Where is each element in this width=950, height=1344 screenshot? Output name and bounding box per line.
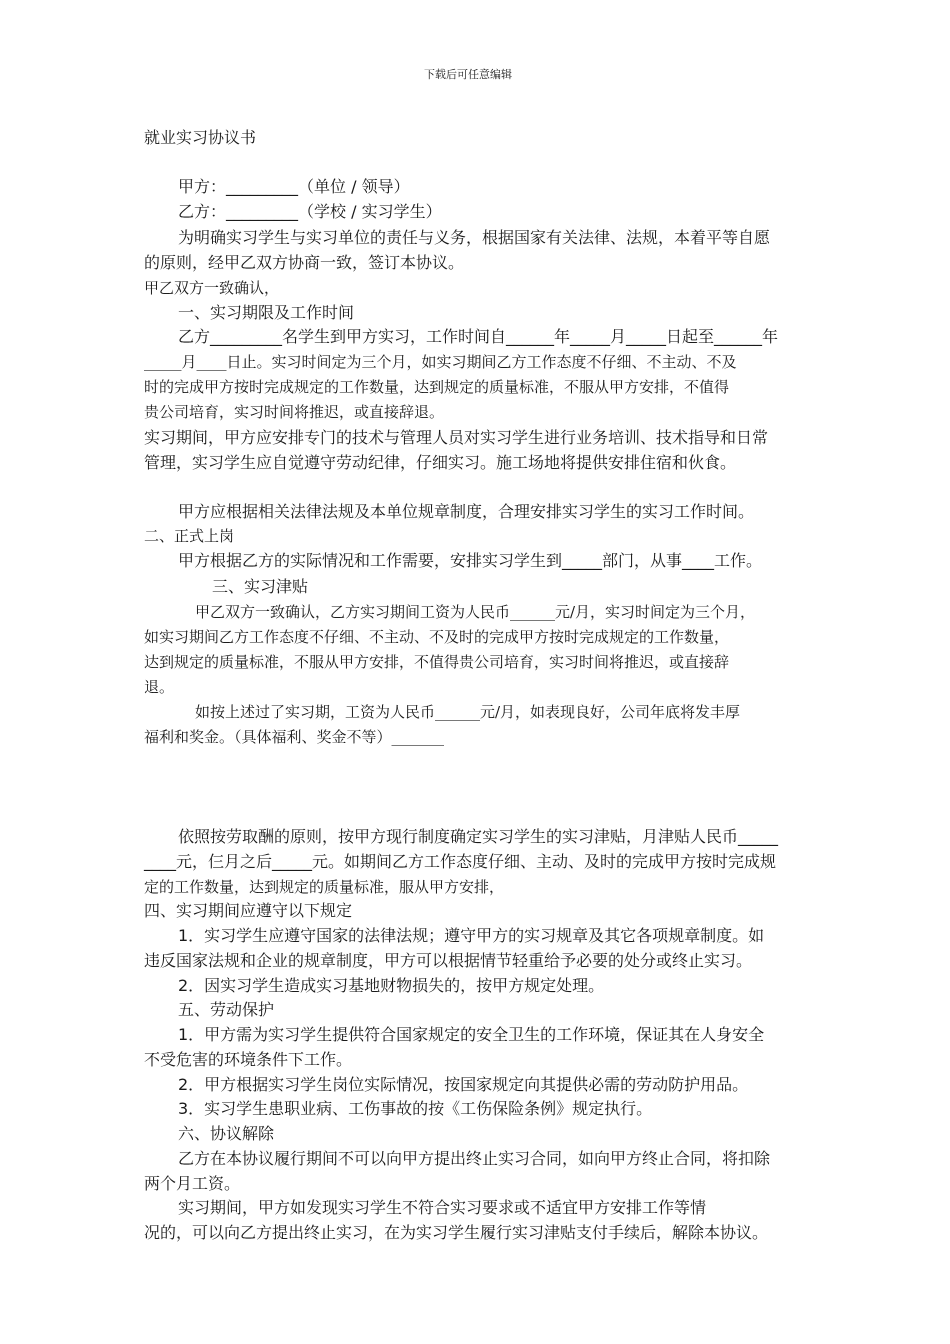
intro-line-1: 为明确实习学生与实习单位的责任与义务，根据国家有关法律、法规，本着平等自愿 <box>178 228 771 247</box>
section-2-heading: 二、正式上岗 <box>144 527 235 545</box>
section-5-line-4: 3．实习学生患职业病、工伤事故的按《工伤保险条例》规定执行。 <box>178 1099 653 1118</box>
section-1-heading: 一、实习期限及工作时间 <box>178 303 355 322</box>
section-1-line-1: 乙方_________名学生到甲方实习，工作时间自______年_____月_____日起至______年 <box>178 327 779 346</box>
section-1-line-3: 时的完成甲方按时完成规定的工作数量，达到规定的质量标准，不服从甲方安排，不值得 <box>144 378 730 396</box>
section-5-heading: 五、劳动保护 <box>178 1000 275 1019</box>
allowance-line-1: 依照按劳取酬的原则，按甲方现行制度确定实习学生的实习津贴，月津贴人民币_____ <box>178 827 779 846</box>
section-3-line-3: 达到规定的质量标准，不服从甲方安排，不值得贵公司培育，实习时间将推迟，或直接辞 <box>144 653 730 671</box>
section-3-line-6: 福利和奖金。（具体福利、奖金不等）_______ <box>144 728 445 746</box>
section-1-line-6: 管理，实习学生应自觉遵守劳动纪律，仔细实习。施工场地将提供安排住宿和伙食。 <box>144 453 737 472</box>
section-5-line-2: 不受危害的环境条件下工作。 <box>144 1050 353 1069</box>
section-1-line-7: 甲方应根据相关法律法规及本单位规章制度，合理安排实习学生的实习工作时间。 <box>178 502 755 521</box>
section-6-line-4: 况的，可以向乙方提出终止实习，在为实习学生履行实习津贴支付手续后，解除本协议。 <box>144 1223 769 1242</box>
section-4-heading: 四、实习期间应遵守以下规定 <box>144 901 353 920</box>
section-3-line-5: 如按上述过了实习期，工资为人民币______元/月，如表现良好，公司年底将发丰厚 <box>195 703 741 721</box>
section-6-line-3: 实习期间，甲方如发现实习学生不符合实习要求或不适宜甲方安排工作等情 <box>178 1198 707 1217</box>
section-6-heading: 六、协议解除 <box>178 1124 275 1143</box>
section-4-line-3: 2．因实习学生造成实习基地财物损失的，按甲方规定处理。 <box>178 976 605 995</box>
section-6-line-2: 两个月工资。 <box>144 1174 241 1193</box>
section-5-line-1: 1．甲方需为实习学生提供符合国家规定的安全卫生的工作环境，保证其在人身安全 <box>178 1025 765 1044</box>
section-4-line-1: 1．实习学生应遵守国家的法律法规；遵守甲方的实习规章及其它各项规章制度。如 <box>178 926 765 945</box>
intro-line-2: 的原则，经甲乙双方协商一致，签订本协议。 <box>144 253 465 272</box>
party-b-line: 乙方：_________（学校 / 实习学生） <box>178 202 442 221</box>
allowance-line-3: 定的工作数量，达到规定的质量标准，服从甲方安排， <box>144 878 505 896</box>
section-1-line-5: 实习期间，甲方应安排专门的技术与管理人员对实习学生进行业务培训、技术指导和日常 <box>144 428 769 447</box>
section-3-line-2: 如实习期间乙方工作态度不仔细、不主动、不及时的完成甲方按时完成规定的工作数量， <box>144 628 730 646</box>
document-title: 就业实习协议书 <box>144 128 257 147</box>
header-note: 下载后可任意编辑 <box>424 68 512 81</box>
section-4-line-2: 违反国家法规和企业的规章制度，甲方可以根据情节轻重给予必要的处分或终止实习。 <box>144 951 753 970</box>
section-1-line-2: _____月____日止。实习时间定为三个月，如实习期间乙方工作态度不仔细、不主动、不及 <box>144 353 737 371</box>
section-6-line-1: 乙方在本协议履行期间不可以向甲方提出终止实习合同，如向甲方终止合同，将扣除 <box>178 1149 771 1168</box>
confirm-line: 甲乙双方一致确认， <box>144 279 280 297</box>
allowance-line-2: ____元，仨月之后_____元。如期间乙方工作态度仔细、主动、及时的完成甲方按时完成规 <box>144 852 777 871</box>
party-a-line: 甲方：_________（单位 / 领导） <box>178 177 410 196</box>
section-1-line-4: 贵公司培育，实习时间将推迟，或直接辞退。 <box>144 403 445 421</box>
section-2-line-1: 甲方根据乙方的实际情况和工作需要，安排实习学生到_____部门，从事____工作。 <box>178 551 763 570</box>
section-5-line-3: 2．甲方根据实习学生岗位实际情况，按国家规定向其提供必需的劳动防护用品。 <box>178 1075 749 1094</box>
section-3-line-4: 退。 <box>144 678 175 696</box>
section-3-heading: 三、实习津贴 <box>212 577 309 596</box>
section-3-line-1: 甲乙双方一致确认，乙方实习期间工资为人民币______元/月，实习时间定为三个月， <box>195 603 756 621</box>
